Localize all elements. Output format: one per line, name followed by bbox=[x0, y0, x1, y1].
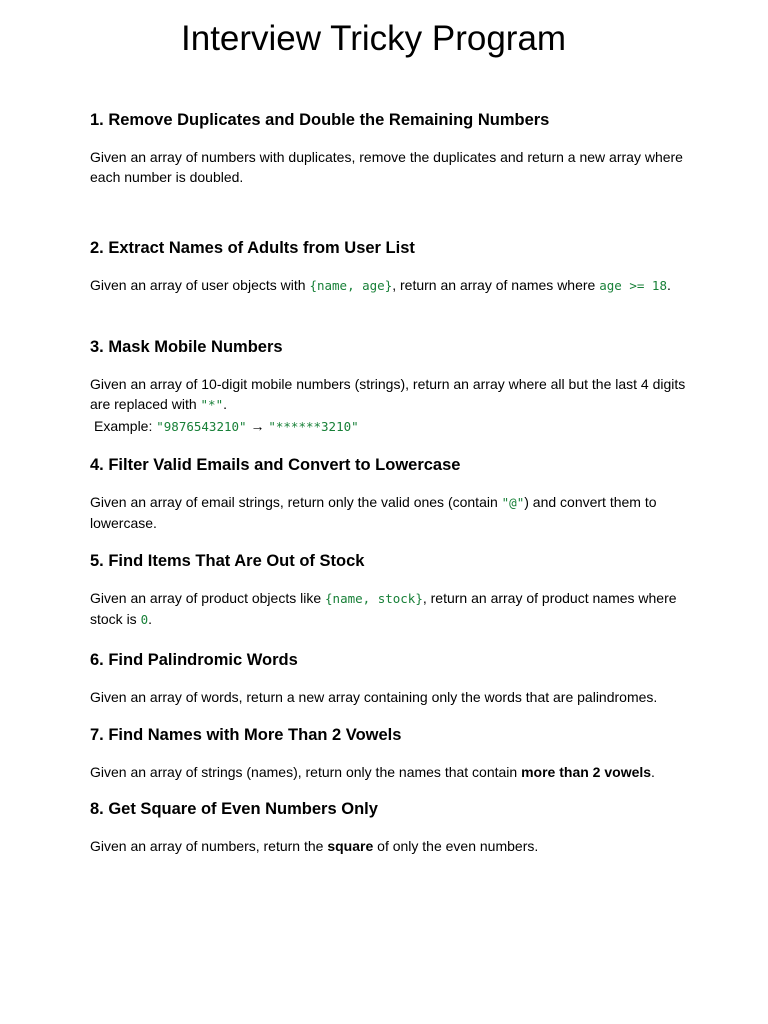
section-7-text-after: . bbox=[651, 764, 655, 780]
section-2-text-middle: , return an array of names where bbox=[392, 277, 600, 293]
section-5-code-product-object: {name, stock} bbox=[325, 591, 423, 606]
section-8-description bbox=[90, 836, 690, 856]
section-3-description bbox=[90, 374, 690, 437]
section-4-text-before: Given an array of email strings, return only the valid ones (contain bbox=[90, 494, 502, 510]
section-2-heading: 2. Extract Names of Adults from User List bbox=[90, 239, 415, 257]
section-2-code-user-object: {name, age} bbox=[309, 278, 393, 293]
section-8-text-after: of only the even numbers. bbox=[373, 838, 539, 854]
section-4-heading: 4. Filter Valid Emails and Convert to Lowercase bbox=[90, 456, 461, 474]
arrow-icon: → bbox=[250, 418, 265, 434]
section-6-description bbox=[90, 687, 690, 707]
section-3-text-after: . bbox=[223, 396, 227, 412]
section-2-description bbox=[90, 275, 690, 296]
section-5 bbox=[90, 550, 690, 630]
section-5-code-zero: 0 bbox=[140, 612, 149, 627]
section-3-text-before: Given an array of 10-digit mobile numbers (strings), return an array where all but the last 4 digits are replaced with bbox=[90, 376, 686, 412]
document-title: Interview Tricky Program bbox=[181, 19, 567, 58]
section-8 bbox=[90, 798, 690, 856]
section-1 bbox=[90, 109, 690, 187]
section-4-code-at-sign: "@" bbox=[501, 495, 525, 510]
section-6 bbox=[90, 649, 690, 707]
section-7-bold-emphasis: more than 2 vowels bbox=[521, 764, 652, 780]
section-5-text-middle: , return an array of product names where stock is bbox=[90, 590, 677, 627]
section-3-code-asterisk: "*" bbox=[200, 397, 224, 412]
section-3-example-output: "******3210" bbox=[268, 419, 359, 434]
section-5-heading: 5. Find Items That Are Out of Stock bbox=[90, 552, 365, 570]
section-3-example-label: Example: bbox=[94, 418, 157, 434]
section-2-code-age-condition: age >= 18 bbox=[599, 278, 667, 293]
section-1-text: Given an array of numbers with duplicates, remove the duplicates and return a new array where each number is doubled. bbox=[90, 149, 683, 185]
section-8-heading: 8. Get Square of Even Numbers Only bbox=[90, 800, 378, 818]
section-5-description bbox=[90, 588, 690, 630]
section-4-description bbox=[90, 492, 690, 533]
section-2 bbox=[90, 237, 690, 296]
section-6-heading: 6. Find Palindromic Words bbox=[90, 651, 298, 669]
section-3-example-input: "9876543210" bbox=[156, 419, 247, 434]
section-4-text-after: ) and convert them to lowercase. bbox=[90, 494, 657, 531]
section-2-text-before: Given an array of user objects with bbox=[90, 277, 310, 293]
section-3-example bbox=[90, 416, 690, 437]
section-7-description bbox=[90, 762, 690, 782]
section-1-heading: 1. Remove Duplicates and Double the Remaining Numbers bbox=[90, 111, 550, 129]
section-3-heading: 3. Mask Mobile Numbers bbox=[90, 338, 283, 356]
section-5-text-before: Given an array of product objects like bbox=[90, 590, 326, 606]
section-1-description bbox=[90, 147, 690, 187]
section-8-bold-emphasis: square bbox=[327, 838, 374, 854]
section-3 bbox=[90, 336, 690, 437]
section-7-heading: 7. Find Names with More Than 2 Vowels bbox=[90, 726, 402, 744]
section-8-text-before: Given an array of numbers, return the bbox=[90, 838, 328, 854]
section-6-text: Given an array of words, return a new array containing only the words that are palindromes. bbox=[90, 689, 658, 705]
section-4 bbox=[90, 454, 690, 533]
section-5-text-after: . bbox=[148, 611, 152, 627]
section-2-text-after: . bbox=[666, 277, 671, 293]
section-7-text-before: Given an array of strings (names), return only the names that contain bbox=[90, 764, 522, 780]
section-7 bbox=[90, 724, 690, 782]
